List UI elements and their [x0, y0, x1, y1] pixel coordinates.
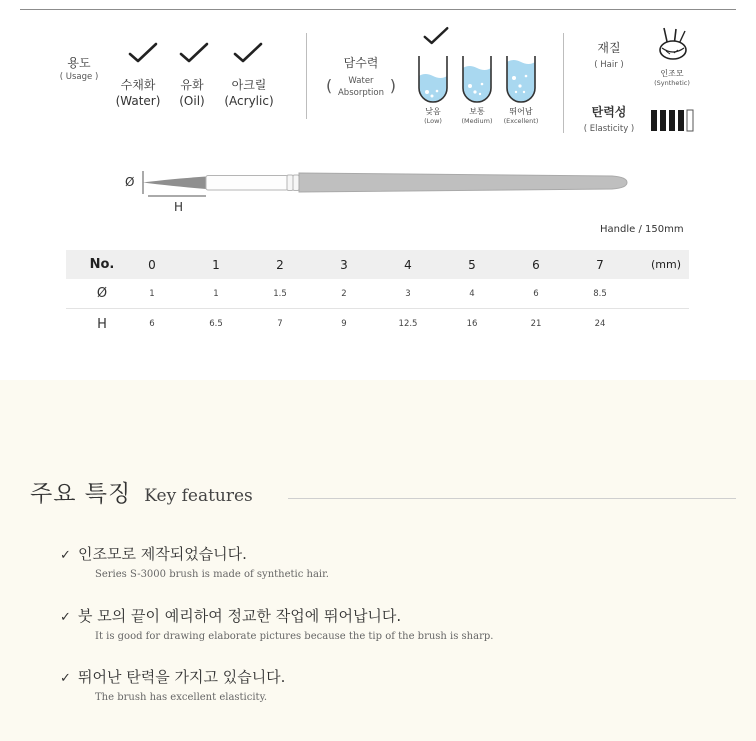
level-ko: 뛰어남 [509, 107, 533, 116]
table-header-cell: 5 [468, 257, 476, 272]
level-en: (Excellent) [503, 117, 539, 125]
usage-label: 용도 [67, 56, 91, 70]
feature-item [60, 666, 285, 703]
usage-item-oil [162, 78, 222, 109]
table-cell: 3 [405, 288, 411, 299]
feature-text-ko: 뛰어난 탄력을 가지고 있습니다. [78, 668, 286, 686]
table-cell: 6.5 [209, 319, 223, 329]
table-cell: 7 [277, 319, 283, 329]
elasticity-heading [578, 104, 640, 135]
diameter-symbol: Ø [125, 175, 135, 189]
absorption-label-en-2: Absorption [337, 88, 384, 98]
table-cell: 8.5 [593, 288, 607, 299]
absorption-label: 담수력 [343, 56, 379, 70]
top-divider [20, 9, 736, 10]
handle-length: Handle / 150mm [600, 224, 684, 235]
absorption-level-medium [452, 106, 502, 126]
paren-right: ) [389, 76, 396, 95]
level-en: (Low) [424, 117, 442, 125]
table-header-label: No. [89, 257, 115, 272]
elasticity-bar-filled [651, 110, 657, 131]
table-unit: (mm) [650, 258, 681, 271]
brush-illustration [140, 168, 630, 200]
check-icon-low [423, 26, 449, 46]
tube-icon-medium [461, 54, 493, 104]
features-title-en: Key features [144, 486, 253, 506]
elasticity-bar-filled [678, 110, 684, 131]
table-cell: 12.5 [398, 319, 418, 329]
hair-value-en: (Synthetic) [654, 79, 690, 87]
table-cell: 1 [213, 288, 219, 299]
usage-item-water [108, 78, 168, 109]
check-mark-icon: ✓ [60, 671, 71, 686]
usage-item-en: (Oil) [179, 94, 205, 108]
table-header-cell: 1 [212, 257, 220, 272]
usage-item-ko: 유화 [180, 78, 204, 92]
feature-text-ko: 인조모로 제작되었습니다. [78, 545, 247, 563]
absorption-label-en-1: Water [348, 76, 374, 86]
table-cell: 24 [594, 319, 606, 329]
table-header-cell: 7 [596, 257, 604, 272]
table-header-cell: 2 [276, 257, 284, 272]
usage-item-ko: 아크릴 [231, 78, 267, 92]
tube-icon-excellent [505, 54, 537, 104]
elasticity-meter [650, 109, 696, 133]
feature-text-ko: 붓 모의 끝이 예리하여 정교한 작업에 뛰어납니다. [78, 607, 402, 625]
feature-text-en: Series S-3000 brush is made of synthetic hair. [95, 569, 329, 580]
check-icon-water [128, 42, 158, 64]
table-row-diameter [66, 279, 689, 309]
features-section [0, 380, 756, 741]
table-header-cell: 4 [404, 257, 412, 272]
level-en: (Medium) [461, 117, 493, 125]
table-header-cell: 0 [148, 257, 156, 272]
hair-value [646, 68, 698, 88]
level-ko: 낮음 [425, 107, 441, 116]
table-cell: 6 [149, 319, 155, 329]
check-mark-icon: ✓ [60, 610, 71, 625]
absorption-level-excellent [496, 106, 546, 126]
hair-label-en: ( Hair ) [594, 60, 624, 70]
feature-item [60, 543, 329, 580]
elasticity-bar-filled [669, 110, 675, 131]
elasticity-label-en: ( Elasticity ) [583, 124, 635, 134]
table-cell: 1.5 [273, 288, 287, 299]
usage-heading [56, 55, 102, 83]
table-cell: 4 [469, 288, 475, 299]
elasticity-bar-filled [660, 110, 666, 131]
usage-item-acrylic [219, 78, 279, 109]
table-cell: 9 [341, 319, 347, 329]
feature-text-en: The brush has excellent elasticity. [95, 692, 268, 703]
paren-left: ( [326, 76, 333, 95]
hair-value-ko: 인조모 [660, 69, 684, 78]
feature-text-en: It is good for drawing elaborate pictures because the tip of the brush is sharp. [95, 631, 494, 642]
table-header-row [66, 250, 689, 279]
table-row-height [66, 309, 689, 339]
check-mark-icon: ✓ [60, 548, 71, 563]
size-table [66, 250, 689, 339]
tube-icon-low [417, 54, 449, 104]
table-cell: 16 [466, 319, 478, 329]
check-icon-acrylic [233, 42, 263, 64]
table-header-cell: 3 [340, 257, 348, 272]
absorption-heading [326, 55, 396, 99]
hair-heading [584, 40, 634, 71]
usage-item-en: (Acrylic) [224, 94, 274, 108]
table-cell: 1 [149, 288, 155, 299]
elasticity-label: 탄력성 [591, 105, 627, 119]
row-label-height: H [97, 316, 107, 332]
features-title-ko: 주요 특징 [30, 481, 132, 507]
feature-item [60, 605, 493, 642]
check-icon-oil [179, 42, 209, 64]
section-divider [306, 33, 307, 119]
section-divider [563, 33, 564, 133]
table-cell: 2 [341, 288, 347, 299]
row-label-diameter: Ø [96, 286, 108, 301]
table-cell: 6 [533, 288, 539, 299]
usage-item-ko: 수채화 [120, 78, 156, 92]
features-title [30, 475, 253, 508]
table-header-cell: 6 [532, 257, 540, 272]
elasticity-bar-empty [687, 110, 693, 131]
usage-label-en: ( Usage ) [59, 72, 99, 82]
table-cell: 21 [530, 319, 542, 329]
brush-cup-icon [656, 26, 690, 62]
hair-label: 재질 [597, 41, 621, 55]
level-ko: 보통 [469, 107, 485, 116]
height-symbol: H [174, 200, 184, 214]
usage-item-en: (Water) [115, 94, 161, 108]
features-divider [288, 498, 736, 499]
absorption-level-low [408, 106, 458, 126]
